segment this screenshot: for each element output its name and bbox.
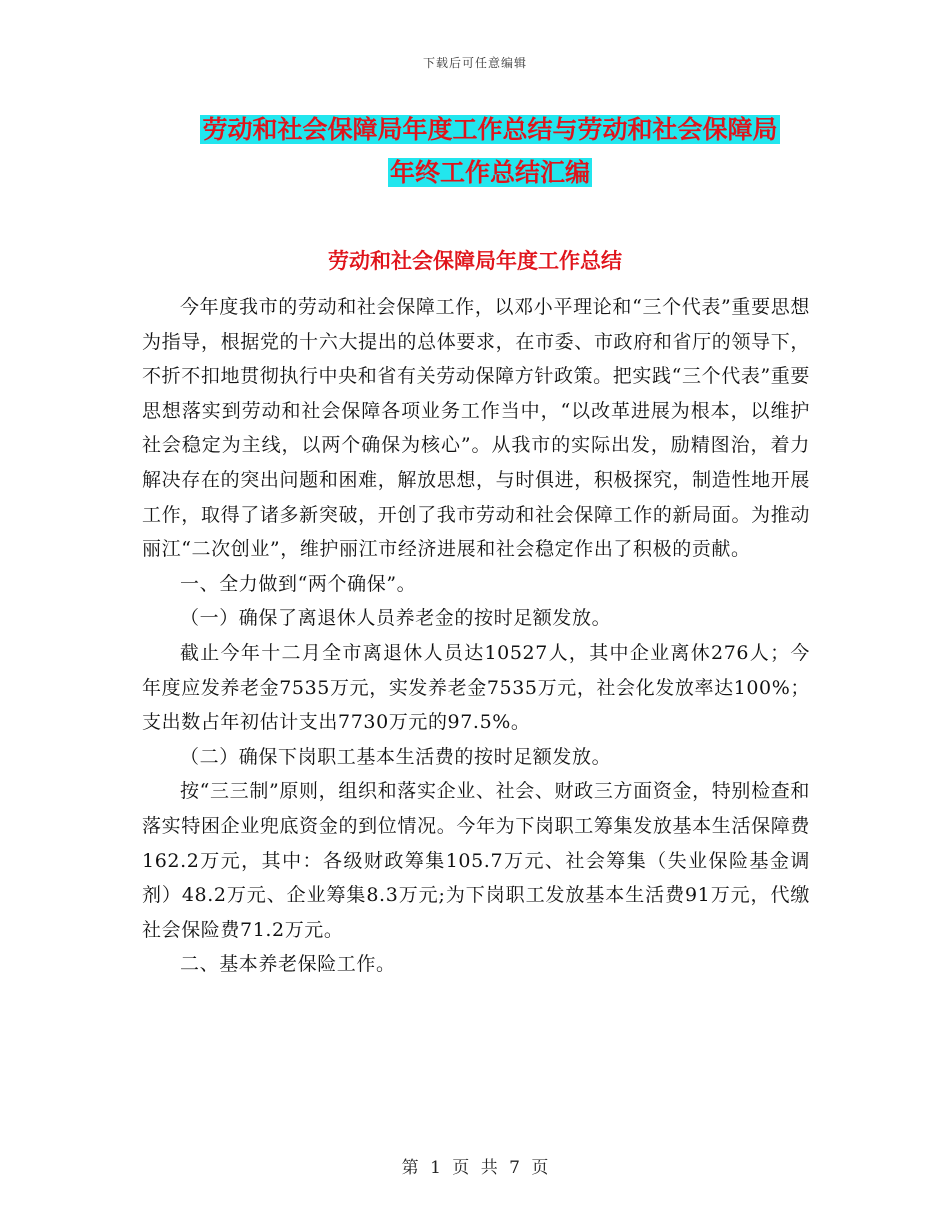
heading-part-1: 一、全力做到“两个确保”。: [180, 572, 417, 595]
document-title-line-2: [140, 151, 840, 194]
title-line-1-text: 劳动和社会保障局年度工作总结与劳动和社会保障局: [202, 115, 778, 144]
document-title: [140, 108, 840, 194]
title-line-2-text: 年终工作总结汇编: [389, 158, 590, 187]
paragraph-pension: 截止今年十二月全市离退休人员达10527人，其中企业离休276人；今年度应发养老金7535万元，实发养老金7535万元，社会化发放率达100%；支出数占年初估计支出7730万元的97.5%。: [142, 641, 810, 734]
heading-part-2: 二、基本养老保险工作。: [180, 953, 396, 976]
subheading-1: （一）确保了离退休人员养老金的按时足额发放。: [180, 607, 612, 630]
page-footer: 第 1 页 共 7 页: [401, 1158, 549, 1178]
section-title: 劳动和社会保障局年度工作总结: [328, 249, 622, 273]
document-body: [142, 290, 810, 982]
document-title-line-1: [140, 108, 840, 151]
subheading-2: （二）确保下岗职工基本生活费的按时足额发放。: [180, 745, 612, 768]
paragraph-laid-off: 按“三三制”原则，组织和落实企业、社会、财政三方面资金，特别检查和落实特困企业兜底资金的到位情况。今年为下岗职工筹集发放基本生活保障费162.2万元，其中：各级财政筹集105.7万元、社会筹集（失业保险基金调剂）48.2万元、企业筹集8.3万元;为下岗职工发放基本生活费91万元，代缴社会保险费71.2万元。: [142, 780, 810, 941]
page-header: 下载后可任意编辑: [422, 56, 527, 70]
paragraph-intro: 今年度我市的劳动和社会保障工作，以邓小平理论和“三个代表”重要思想为指导，根据党的十六大提出的总体要求，在市委、市政府和省厅的领导下，不折不扣地贯彻执行中央和省有关劳动保障方针政策。把实践“三个代表”重要思想落实到劳动和社会保障各项业务工作当中，“以改革进展为根本，以维护社会稳定为主线，以两个确保为核心”。从我市的实际出发，励精图治，着力解决存在的突出问题和困难，解放思想，与时俱进，积极探究，制造性地开展工作，取得了诸多新突破，开创了我市劳动和社会保障工作的新局面。为推动丽江“二次创业”，维护丽江市经济进展和社会稳定作出了积极的贡献。: [142, 296, 810, 561]
